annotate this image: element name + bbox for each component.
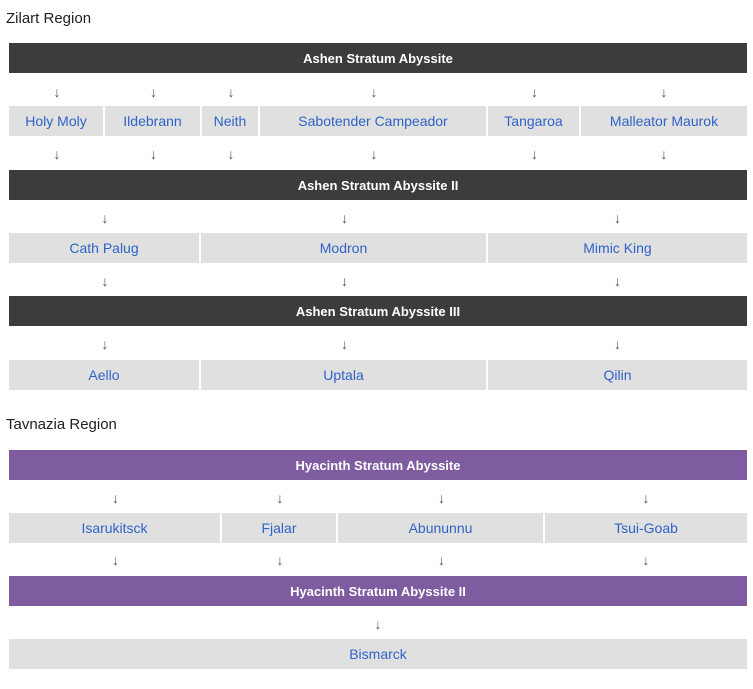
hyacinth-abyssite-header: Hyacinth Stratum Abyssite [9, 450, 747, 480]
down-arrow-icon: ↓ [276, 552, 284, 568]
link-ildebrann[interactable]: Ildebrann [105, 106, 202, 136]
link-abununnu[interactable]: Abununnu [338, 513, 545, 543]
down-arrow-icon: ↓ [660, 84, 668, 100]
down-arrow-icon: ↓ [53, 146, 61, 162]
zilart-arrows-row-2 [9, 141, 747, 167]
down-arrow-icon: ↓ [150, 146, 157, 162]
down-arrow-icon: ↓ [531, 84, 538, 100]
link-uptala[interactable]: Uptala [201, 360, 488, 390]
link-fjalar[interactable]: Fjalar [222, 513, 338, 543]
zilart-arrows-row-5 [9, 331, 747, 357]
link-tangaroa[interactable]: Tangaroa [488, 106, 581, 136]
down-arrow-icon: ↓ [150, 84, 157, 100]
down-arrow-icon: ↓ [642, 490, 650, 506]
zilart-region-title: Zilart Region [6, 10, 92, 27]
tavnazia-region-title: Tavnazia Region [6, 416, 117, 433]
link-bismarck[interactable]: Bismarck [9, 639, 747, 669]
tavnazia-arrows-row-1 [9, 485, 747, 511]
link-aello[interactable]: Aello [9, 360, 201, 390]
zilart-arrows-row-1 [9, 79, 747, 105]
link-neith[interactable]: Neith [202, 106, 260, 136]
down-arrow-icon: ↓ [531, 146, 538, 162]
ashen-abyssite-iii-header: Ashen Stratum Abyssite III [9, 296, 747, 326]
down-arrow-icon: ↓ [614, 336, 621, 352]
down-arrow-icon: ↓ [112, 490, 119, 506]
down-arrow-icon: ↓ [276, 490, 284, 506]
down-arrow-icon: ↓ [438, 552, 445, 568]
down-arrow-icon: ↓ [642, 552, 650, 568]
down-arrow-icon: ↓ [614, 273, 621, 289]
zilart-arrows-row-3 [9, 205, 747, 231]
link-sabotender-campeador[interactable]: Sabotender Campeador [260, 106, 488, 136]
link-isarukitsck[interactable]: Isarukitsck [9, 513, 222, 543]
down-arrow-icon: ↓ [660, 146, 668, 162]
down-arrow-icon: ↓ [101, 210, 109, 226]
link-modron[interactable]: Modron [201, 233, 488, 263]
down-arrow-icon: ↓ [370, 146, 378, 162]
down-arrow-icon: ↓ [341, 336, 348, 352]
down-arrow-icon: ↓ [101, 336, 109, 352]
link-holy-moly[interactable]: Holy Moly [9, 106, 105, 136]
down-arrow-icon: ↓ [341, 273, 348, 289]
tavnazia-tier2-row [9, 639, 747, 669]
down-arrow-icon: ↓ [341, 210, 348, 226]
link-malleator-maurok[interactable]: Malleator Maurok [581, 106, 747, 136]
link-qilin[interactable]: Qilin [488, 360, 747, 390]
down-arrow-icon: ↓ [374, 616, 382, 632]
zilart-tier2-row [9, 233, 747, 263]
down-arrow-icon: ↓ [112, 552, 119, 568]
ashen-abyssite-header: Ashen Stratum Abyssite [9, 43, 747, 73]
tavnazia-arrows-row-3 [9, 611, 747, 637]
down-arrow-icon: ↓ [227, 84, 235, 100]
down-arrow-icon: ↓ [370, 84, 378, 100]
zilart-arrows-row-4 [9, 268, 747, 294]
zilart-tier1-row [9, 106, 747, 136]
link-mimic-king[interactable]: Mimic King [488, 233, 747, 263]
down-arrow-icon: ↓ [614, 210, 621, 226]
link-tsui-goab[interactable]: Tsui-Goab [545, 513, 747, 543]
zilart-tier3-row [9, 360, 747, 390]
ashen-abyssite-ii-header: Ashen Stratum Abyssite II [9, 170, 747, 200]
tavnazia-tier1-row [9, 513, 747, 543]
down-arrow-icon: ↓ [101, 273, 109, 289]
down-arrow-icon: ↓ [438, 490, 445, 506]
tavnazia-arrows-row-2 [9, 547, 747, 573]
down-arrow-icon: ↓ [53, 84, 61, 100]
down-arrow-icon: ↓ [227, 146, 235, 162]
link-cath-palug[interactable]: Cath Palug [9, 233, 201, 263]
hyacinth-abyssite-ii-header: Hyacinth Stratum Abyssite II [9, 576, 747, 606]
